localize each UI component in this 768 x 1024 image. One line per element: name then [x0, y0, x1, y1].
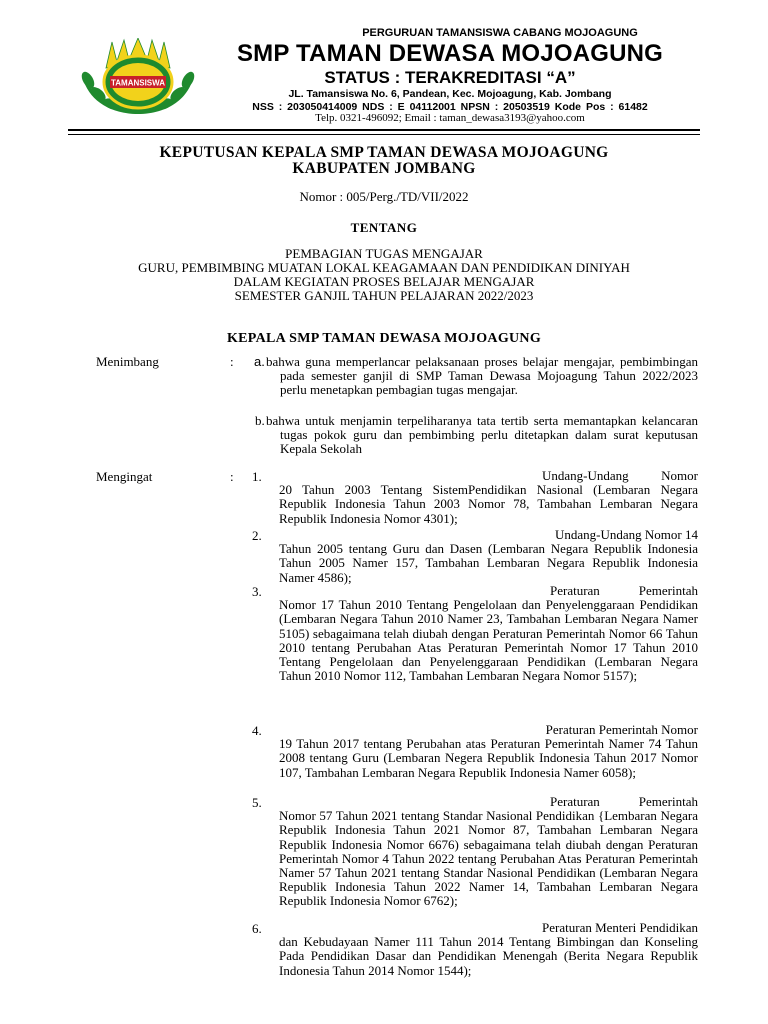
mengingat-colon: :	[230, 469, 234, 484]
menimbang-item-b	[266, 414, 698, 457]
mengingat-item-lead: Undang-Undang Nomor	[542, 468, 698, 483]
subject-line: DALAM KEGIATAN PROSES BELAJAR MENGAJAR	[233, 274, 535, 289]
mengingat-item-text: 19 Tahun 2017 tentang Perubahan atas Peraturan Pemerintah Namer 74 Tahun 2008 tentang Guru (Lembaran Negera Republik Indonesia Tahun 2017 Nomor 107, Tambahan Lembaran Negara Republik Indonesia Namer 6058);	[279, 736, 698, 780]
school-logo	[72, 38, 204, 118]
mengingat-item	[279, 584, 698, 683]
subject-line: SEMESTER GANJIL TAHUN PELAJARAN 2022/2023	[234, 288, 534, 303]
accreditation-status: STATUS : TERAKREDITASI “A”	[324, 68, 576, 87]
subject-line: GURU, PEMBIMBING MUATAN LOKAL KEAGAMAAN DAN PENDIDIKAN DINIYAH	[138, 260, 630, 275]
mengingat-item-lead: Peraturan Menteri Pendidikan	[542, 920, 698, 935]
mengingat-item	[279, 723, 698, 780]
school-name: SMP TAMAN DEWASA MOJOAGUNG	[236, 40, 664, 67]
mengingat-marker: 5.	[252, 795, 262, 810]
mengingat-item-lead: Peraturan Pemerintah Nomor	[545, 722, 698, 737]
mengingat-marker: 3.	[252, 584, 262, 599]
mengingat-marker: 6.	[252, 921, 262, 936]
menimbang-colon: :	[230, 354, 234, 369]
menimbang-marker: b.	[255, 413, 265, 428]
tentang-heading: TENTANG	[350, 220, 418, 235]
mengingat-item-lead: Peraturan Pemerintah	[549, 583, 698, 598]
letterhead-rule-thin	[68, 134, 700, 135]
menimbang-marker: a.	[254, 354, 265, 369]
decree-title-regency: KABUPATEN JOMBANG	[292, 160, 476, 177]
menimbang-item-a	[266, 355, 698, 398]
issuer-heading: KEPALA SMP TAMAN DEWASA MOJOAGUNG	[226, 331, 542, 346]
mengingat-item	[279, 528, 698, 585]
mengingat-marker: 1.	[252, 469, 262, 484]
logo-text: TAMANSISWA	[110, 78, 166, 88]
decree-title: KEPUTUSAN KEPALA SMP TAMAN DEWASA MOJOAGUNG	[159, 144, 609, 161]
parent-organization: PERGURUAN TAMANSISWA CABANG MOJOAGUNG	[362, 27, 638, 39]
mengingat-item-text: Tahun 2005 tentang Guru dan Dasen (Lembaran Negara Republik Indonesia Tahun 2005 Namer 157, Tambahan Lembaran Negara Republik Indonesia Namer 4586);	[279, 541, 698, 585]
mengingat-item	[279, 469, 698, 526]
mengingat-item-text: Nomor 57 Tahun 2021 tentang Standar Nasional Pendidikan {Lembaran Negara Republik Indonesia Tahun 2021 Nomor 87, Tambahan Lembaran Negara Republik Indonesia Nomor 6676) sebagaimana telah diubah dengan Peraturan Pemerintah Nomor 4 Tahun 2022 tentang Perubahan Atas Peraturan Pemerintah Namer 57 Tahun 2021 tentang Standar Nasional Pendidikan (Lembaran Negara Republik Indonesia Tahun 2022 Namer 14, Tambahan Lembaran Negara Republik Indonesia Nomor 6762);	[279, 808, 698, 909]
school-contact: Telp. 0321-496092; Email : taman_dewasa3193@yahoo.com	[315, 112, 585, 124]
subject-line: PEMBAGIAN TUGAS MENGAJAR	[285, 246, 483, 261]
menimbang-item-text: bahwa untuk menjamin terpeliharanya tata tertib serta memantapkan kelancaran tugas pokok guru dan pembimbing perlu ditetapkan dalam surat keputusan Kepala Sekolah	[266, 413, 698, 457]
menimbang-item-text: bahwa guna memperlancar pelaksanaan proses belajar mengajar, pembimbingan pada semester ganjil di SMP Taman Dewasa Mojoagung Tahun 2022/2023 perlu menetapkan pembagian tugas mengajar.	[266, 354, 698, 398]
mengingat-item	[279, 795, 698, 909]
mengingat-item	[279, 921, 698, 978]
mengingat-item-lead: Peraturan Pemerintah	[549, 794, 698, 809]
school-identifiers: NSS : 203050414009 NDS : E 04112001 NPSN : 20503519 Kode Pos : 61482	[252, 101, 648, 113]
mengingat-marker: 2.	[252, 528, 262, 543]
mengingat-item-lead: Undang-Undang Nomor 14	[555, 527, 698, 542]
mengingat-item-text: dan Kebudayaan Namer 111 Tahun 2014 Tentang Bimbingan dan Konseling Pada Pendidikan Dasar dan Pendidikan Menengah (Berita Negara Republik Indonesia Tahun 2014 Nomor 1544);	[279, 934, 698, 978]
school-address: JL. Tamansiswa No. 6, Pandean, Kec. Mojoagung, Kab. Jombang	[288, 88, 612, 100]
mengingat-item-text: 20 Tahun 2003 Tentang SistemPendidikan Nasional (Lembaran Negara Republik Indonesia Tahun 2003 Nomor 78, Tambahan Lembaran Negara Republik Indonesia Nomor 4301);	[279, 482, 698, 526]
mengingat-label: Mengingat	[96, 469, 153, 484]
mengingat-item-text: Nomor 17 Tahun 2010 Tentang Pengelolaan dan Penyelenggaraan Pendidikan (Lembaran Negara Tahun 2010 Namer 23, Tambahan Lembaran Negara Namer 5105) sebagaimana telah diubah dengan Peraturan Pemerintah Nomor 66 Tahun 2010 tentang Perubahan Atas Peraturan Pemerintah Nomor 17 Tahun 2010 Tentang Pengelolaan dan Penyelenggaraan Pendidikan (Lembaran Negara Tahun 2010 Nomor 112, Tambahan Lembaran Negara Nomor 5157);	[279, 597, 698, 684]
decree-number: Nomor : 005/Perg./TD/VII/2022	[299, 189, 469, 204]
letterhead-rule-thick	[68, 129, 700, 131]
menimbang-label: Menimbang	[96, 354, 159, 369]
mengingat-marker: 4.	[252, 723, 262, 738]
